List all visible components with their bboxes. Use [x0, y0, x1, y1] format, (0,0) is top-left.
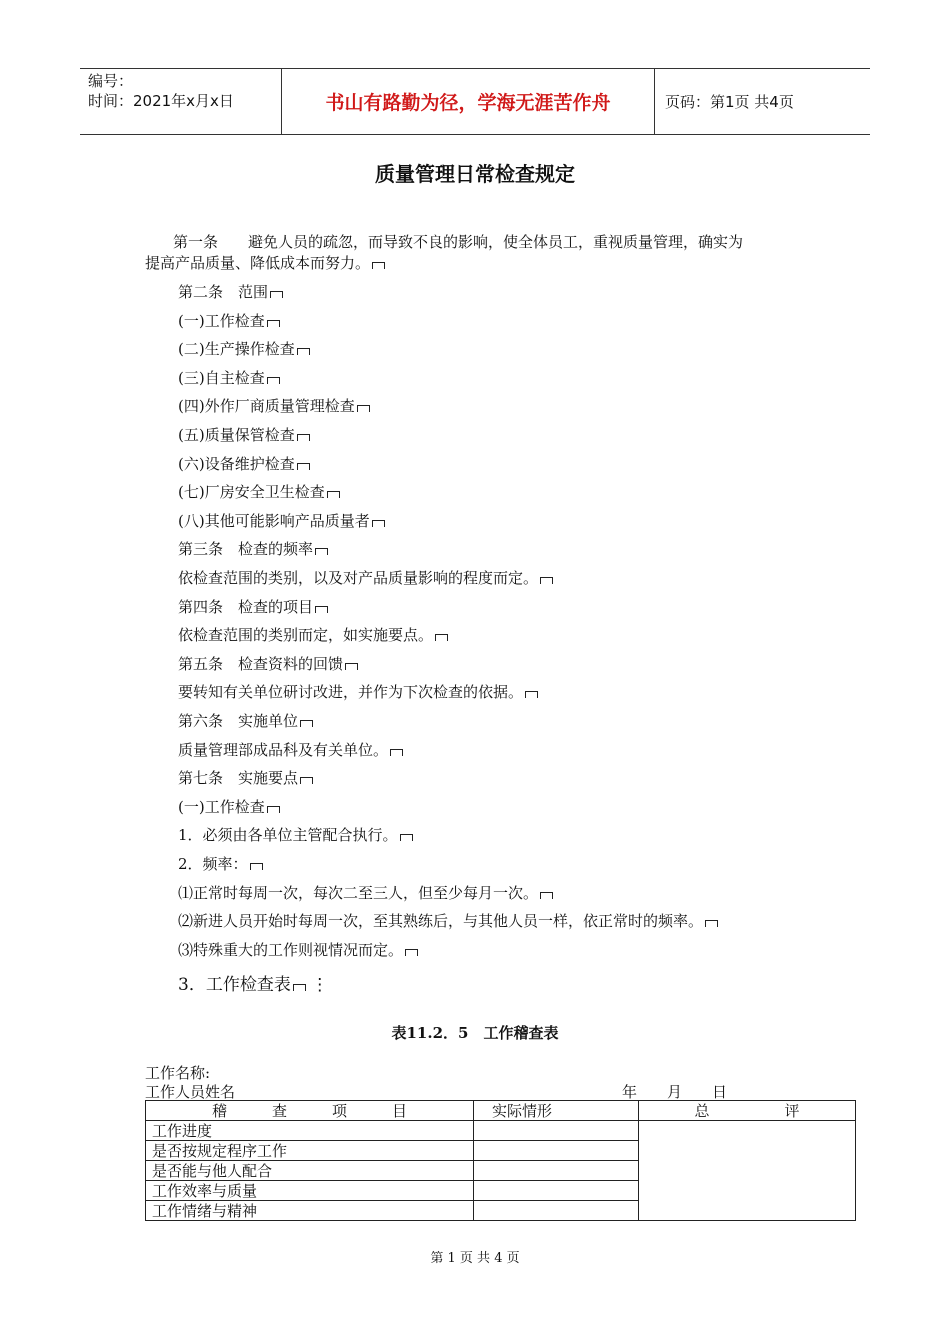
paragraph-mark-icon	[267, 320, 280, 327]
row-item: 工作效率与质量	[146, 1181, 474, 1201]
item-3-label: 3．工作检查表 ⋮	[178, 975, 329, 995]
work-name-label: 工作名称:	[145, 1064, 211, 1082]
paragraph-mark-icon	[267, 377, 280, 384]
body-line: (四)外作厂商质量管理检查	[178, 395, 370, 416]
body-line: 1．必须由各单位主管配合执行。	[178, 824, 413, 845]
row-item: 工作进度	[146, 1121, 474, 1141]
inspection-table	[145, 1100, 856, 1221]
paragraph-mark-icon	[372, 520, 385, 527]
body-line: (三)自主检查	[178, 367, 280, 388]
date-label: 时间：2021年x月x日	[88, 92, 234, 110]
body-line: (六)设备维护检查	[178, 453, 310, 474]
number-label: 编号：	[88, 72, 134, 90]
paragraph-mark-icon	[300, 720, 313, 727]
header-meta	[80, 69, 282, 134]
body-line: (二)生产操作检查	[178, 338, 310, 359]
row-item: 是否按规定程序工作	[146, 1141, 474, 1161]
paragraph-mark-icon	[300, 777, 313, 784]
motto: 书山有路勤为径，学海无涯苦作舟	[282, 69, 655, 134]
overall-comment-cell[interactable]	[639, 1121, 856, 1221]
body-line: (一)工作检查	[178, 796, 280, 817]
paragraph-mark-icon	[297, 348, 310, 355]
body-line: 第六条 实施单位	[178, 710, 313, 731]
body-line: 第三条 检查的频率	[178, 538, 328, 559]
paragraph-mark-icon	[293, 984, 306, 991]
header-item: 稽 查 项 目	[146, 1101, 474, 1121]
page-footer: 第 1 页 共 4 页	[430, 1251, 520, 1266]
table-caption: 表11.2．5 工作稽查表	[391, 1024, 559, 1042]
body-line: 第四条 检查的项目	[178, 596, 328, 617]
row-item: 是否能与他人配合	[146, 1161, 474, 1181]
body-line: (五)质量保管检查	[178, 424, 310, 445]
document-header	[80, 68, 870, 135]
row-item: 工作情绪与精神	[146, 1201, 474, 1221]
date-fields-label: 年 月 日	[622, 1083, 728, 1101]
worker-name-label: 工作人员姓名	[145, 1083, 236, 1101]
paragraph-mark-icon	[297, 463, 310, 470]
paragraph-mark-icon	[705, 920, 718, 927]
paragraph-mark-icon	[540, 892, 553, 899]
body-line: 质量管理部成品科及有关单位。	[178, 739, 403, 760]
table-row	[146, 1121, 856, 1141]
row-actual-cell[interactable]	[474, 1201, 639, 1221]
table-header-row	[146, 1101, 856, 1121]
article-1-line-2: 提高产品质量、降低成本而努力。	[145, 252, 385, 273]
paragraph-mark-icon	[297, 434, 310, 441]
paragraph-mark-icon	[315, 606, 328, 613]
body-line: 依检查范围的类别而定，如实施要点。	[178, 624, 448, 645]
body-line: 2．频率：	[178, 853, 263, 874]
body-line: 第七条 实施要点	[178, 767, 313, 788]
paragraph-mark-icon	[345, 663, 358, 670]
paragraph-mark-icon	[327, 491, 340, 498]
body-line: (七)厂房安全卫生检查	[178, 481, 340, 502]
paragraph-mark-icon	[267, 806, 280, 813]
row-actual-cell[interactable]	[474, 1121, 639, 1141]
paragraph-mark-icon	[270, 291, 283, 298]
body-line: 第二条 范围	[178, 281, 283, 302]
paragraph-mark-icon	[372, 262, 385, 269]
header-overall: 总 评	[639, 1101, 856, 1121]
paragraph-mark-icon	[405, 949, 418, 956]
paragraph-mark-icon	[400, 834, 413, 841]
row-actual-cell[interactable]	[474, 1141, 639, 1161]
paragraph-mark-icon	[250, 863, 263, 870]
paragraph-mark-icon	[390, 749, 403, 756]
body-line: 第五条 检查资料的回馈	[178, 653, 358, 674]
body-line: ⑶特殊重大的工作则视情况而定。	[178, 939, 418, 960]
paragraph-mark-icon	[357, 405, 370, 412]
body-line: (一)工作检查	[178, 310, 280, 331]
paragraph-mark-icon	[315, 548, 328, 555]
document-title: 质量管理日常检查规定	[375, 162, 575, 186]
body-line: 要转知有关单位研讨改进，并作为下次检查的依据。	[178, 681, 538, 702]
page-info: 页码：第1页 共4页	[665, 93, 794, 111]
body-line: ⑵新进人员开始时每周一次，至其熟练后，与其他人员一样，依正常时的频率。	[178, 910, 718, 931]
body-line: 依检查范围的类别，以及对产品质量影响的程度而定。	[178, 567, 553, 588]
article-1-line-1: 第一条 避免人员的疏忽，而导致不良的影响，使全体员工，重视质量管理，确实为	[173, 233, 744, 251]
paragraph-mark-icon	[540, 577, 553, 584]
paragraph-mark-icon	[525, 691, 538, 698]
body-line: ⑴正常时每周一次，每次二至三人，但至少每月一次。	[178, 882, 553, 903]
row-actual-cell[interactable]	[474, 1181, 639, 1201]
paragraph-mark-icon	[435, 634, 448, 641]
header-actual: 实际情形	[474, 1101, 639, 1121]
row-actual-cell[interactable]	[474, 1161, 639, 1181]
body-line: (八)其他可能影响产品质量者	[178, 510, 385, 531]
